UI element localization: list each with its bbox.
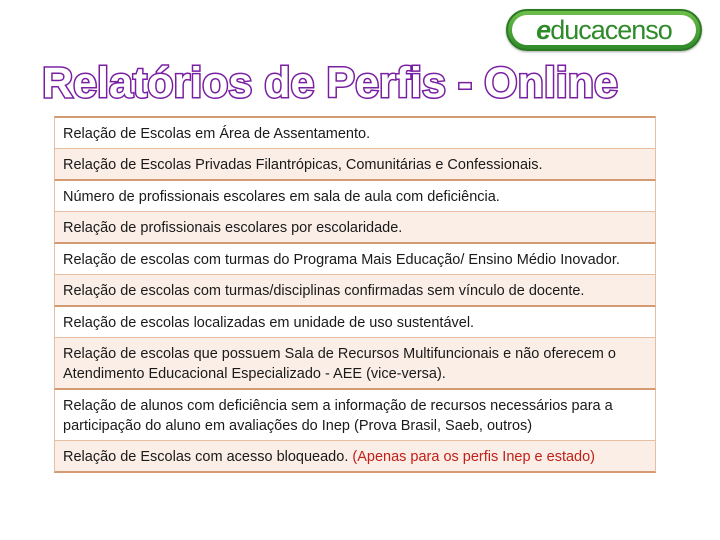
report-item-text: Relação de escolas com turmas do Programa Mais Educação/ Ensino Médio Inovador. — [63, 252, 620, 268]
logo-prefix: e — [536, 14, 551, 45]
page-title-container — [30, 56, 630, 108]
report-item[interactable] — [54, 275, 656, 307]
report-item[interactable] — [54, 244, 656, 275]
report-item-text: Relação de Escolas em Área de Assentamento. — [63, 126, 371, 142]
report-item-note: (Apenas para os perfis Inep e estado) — [352, 449, 595, 465]
report-list — [54, 116, 656, 473]
logo-text: ducacenso — [550, 14, 672, 45]
report-item-text: Relação de profissionais escolares por escolaridade. — [63, 220, 403, 236]
report-item-text: Número de profissionais escolares em sala de aula com deficiência. — [63, 189, 500, 205]
report-item[interactable] — [54, 212, 656, 244]
educacenso-logo — [506, 9, 702, 51]
report-item[interactable] — [54, 116, 656, 149]
page-title: Relatórios de Perfis - Online — [42, 59, 618, 107]
report-item[interactable] — [54, 441, 656, 473]
report-item-text: Relação de escolas que possuem Sala de Recursos Multifuncionais e não oferecem o Atendimento Educacional Especializado - AEE (vice-versa). — [63, 346, 616, 382]
report-item-text: Relação de alunos com deficiência sem a informação de recursos necessários para a participação do aluno em avaliações do Inep (Prova Brasil, Saeb, outros) — [63, 398, 613, 434]
report-item-text: Relação de escolas localizadas em unidade de uso sustentável. — [63, 315, 475, 331]
report-item-text: Relação de escolas com turmas/disciplinas confirmadas sem vínculo de docente. — [63, 283, 585, 299]
report-item[interactable] — [54, 307, 656, 338]
report-item[interactable] — [54, 390, 656, 441]
logo-inner — [512, 15, 696, 45]
report-item[interactable] — [54, 181, 656, 212]
page-title-svg — [30, 56, 630, 108]
report-item-text: Relação de Escolas com acesso bloqueado. — [63, 449, 353, 465]
report-item[interactable] — [54, 338, 656, 390]
report-item[interactable] — [54, 149, 656, 181]
report-item-text: Relação de Escolas Privadas Filantrópicas, Comunitárias e Confessionais. — [63, 157, 543, 173]
